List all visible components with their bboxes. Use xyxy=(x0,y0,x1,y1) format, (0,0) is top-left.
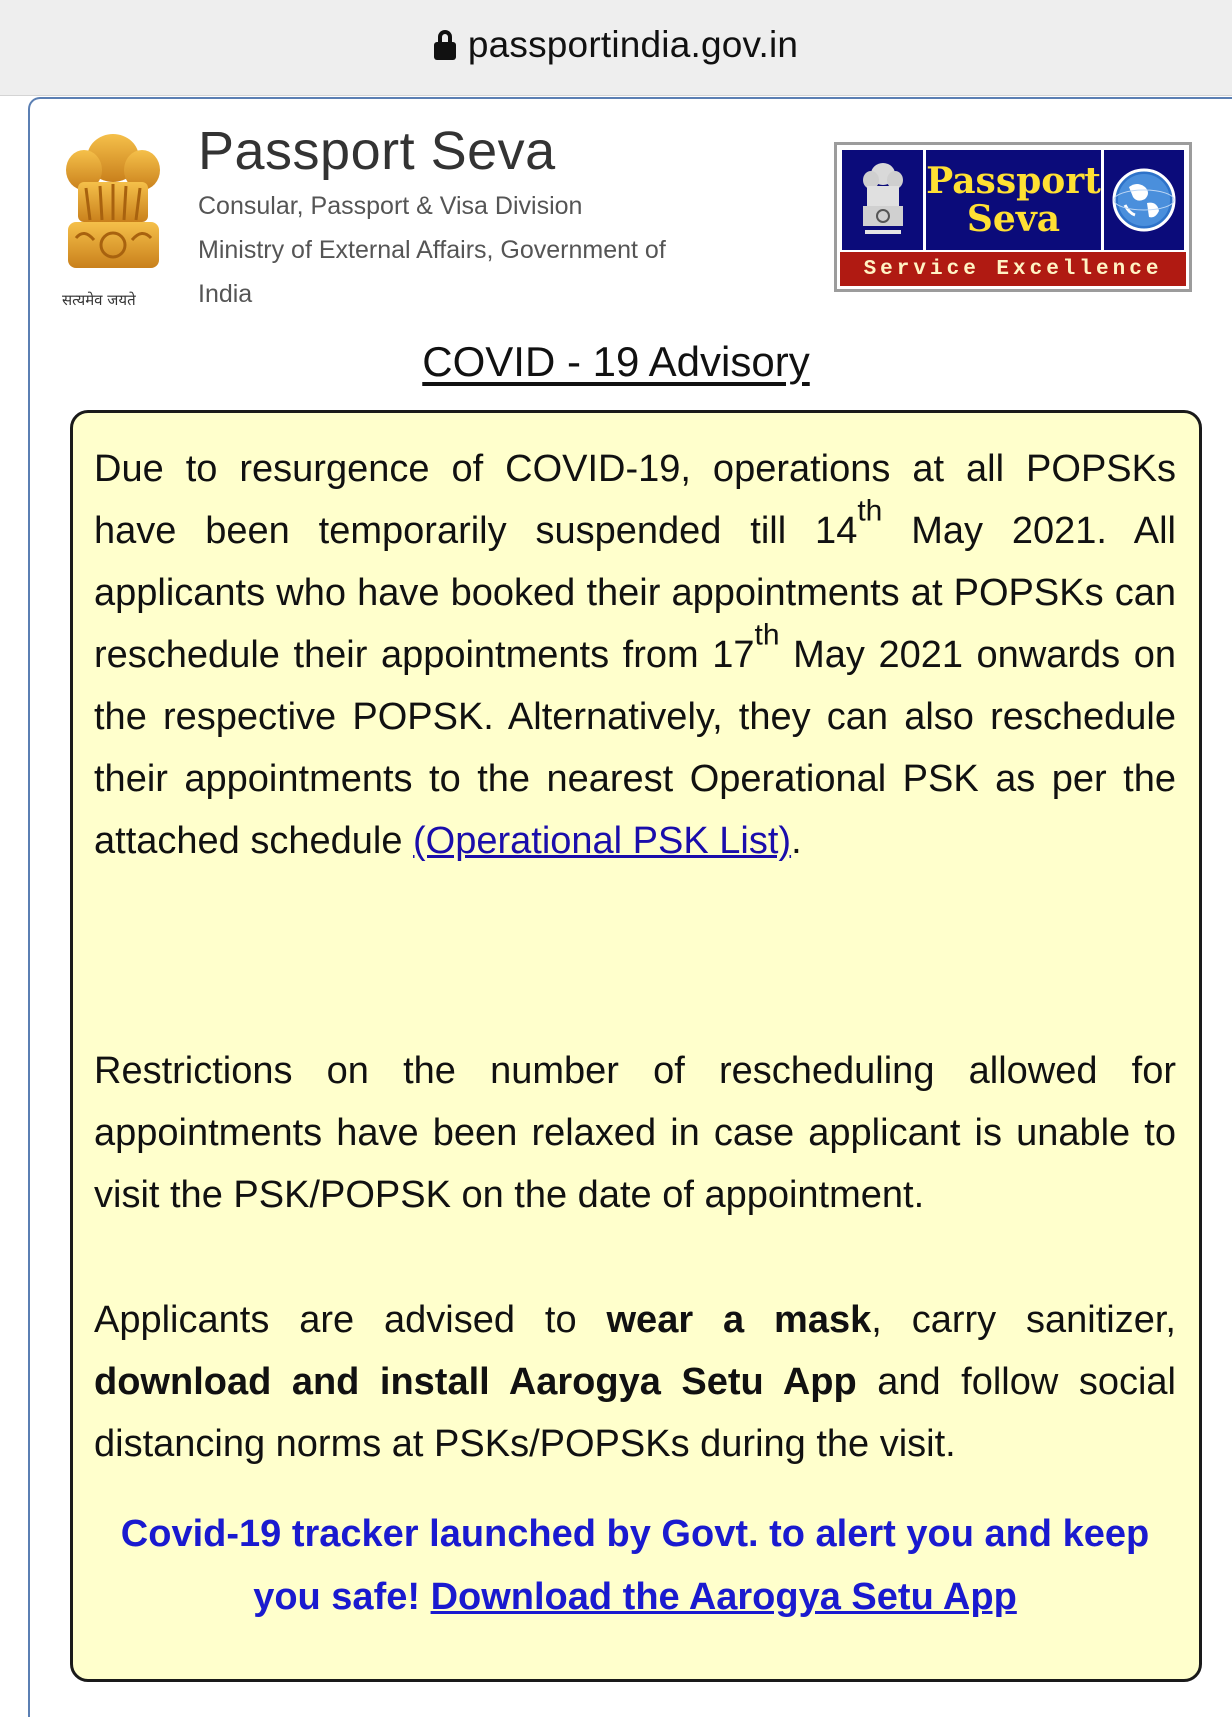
advisory-title: COVID - 19 Advisory xyxy=(422,338,810,385)
browser-url-bar[interactable] xyxy=(0,0,1232,96)
logo-emblem-icon xyxy=(842,150,926,250)
globe-icon xyxy=(1104,150,1184,250)
site-title: Passport Seva xyxy=(198,121,556,181)
passport-seva-logo xyxy=(834,142,1192,292)
advisory-paragraph-rescheduling: Restrictions on the number of rescheduling allowed for appointments have been relaxed in case applicant is unable to visit the PSK/POPSK on the date of appointment. xyxy=(94,1050,1176,1216)
site-subtitle-country: India xyxy=(198,280,253,308)
national-emblem-icon xyxy=(56,128,171,308)
emblem-motto: सत्यमेव जयते xyxy=(62,291,136,309)
install-app-text: download and install Aarogya Setu App xyxy=(94,1361,857,1403)
logo-name-line2: Seva xyxy=(966,198,1061,240)
advisory-paragraph-suspension: Due to resurgence of COVID-19, operations at all POPSKs have been temporarily suspended till 14th May 2021. All applicants who have booked their appointments at POPSKs can reschedule their appointments from 17th May 2021 onwards on the respective POPSK. Alternatively, they can also reschedule their appointments to the nearest Operational PSK as per the attached schedule (Operational PSK List). xyxy=(94,448,1177,862)
lock-icon xyxy=(434,30,456,60)
download-aarogya-setu-link[interactable]: Download the Aarogya Setu App xyxy=(430,1576,1017,1618)
operational-psk-list-link[interactable]: (Operational PSK List) xyxy=(413,820,792,862)
site-subtitle-ministry: Ministry of External Affairs, Government of xyxy=(198,236,666,264)
logo-name-line1: Passport xyxy=(926,160,1101,202)
url-text[interactable]: passportindia.gov.in xyxy=(467,23,799,65)
logo-tagline: Service Excellence xyxy=(840,252,1186,286)
wear-mask-text: wear a mask xyxy=(606,1299,872,1341)
site-subtitle-division: Consular, Passport & Visa Division xyxy=(198,192,583,220)
tracker-notice: Covid-19 tracker launched by Govt. to alert you and keep you safe! Download the Aarogya Setu App xyxy=(120,1513,1150,1618)
advisory-paragraph-precautions: Applicants are advised to wear a mask, carry sanitizer, download and install Aarogya Setu App and follow social distancing norms at PSKs/POPSKs during the visit. xyxy=(94,1299,1176,1465)
